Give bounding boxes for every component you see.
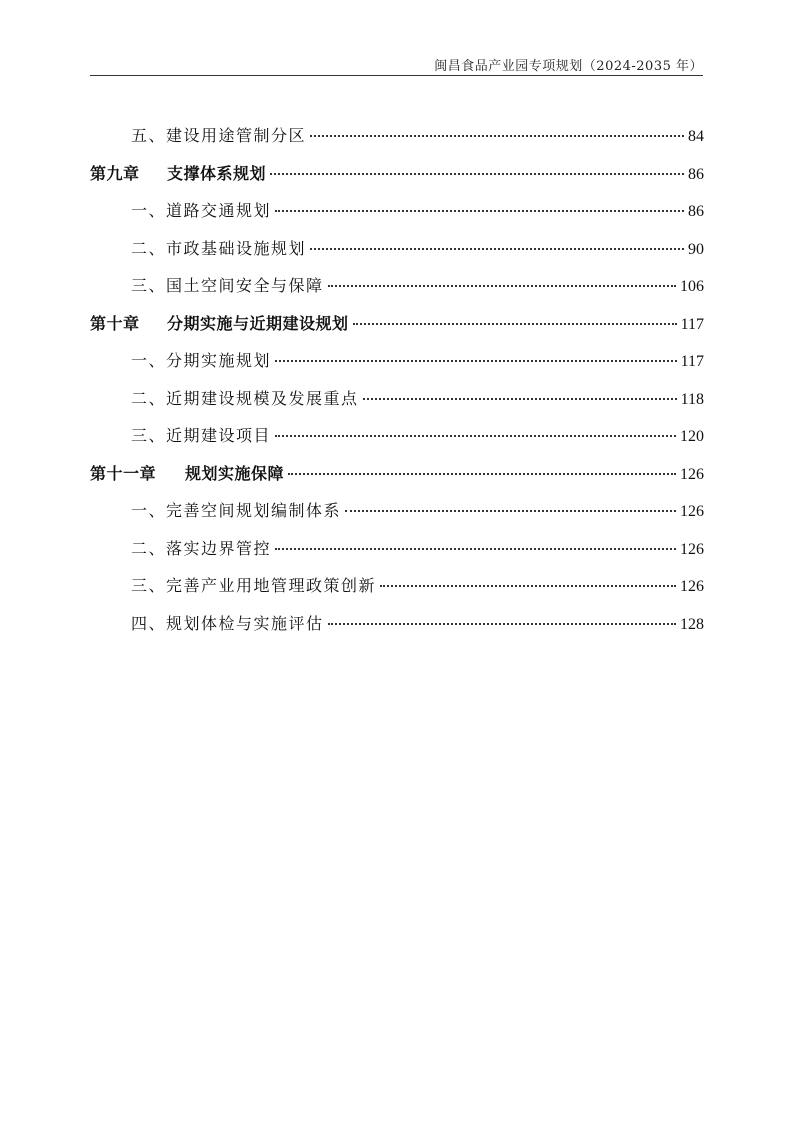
toc-entry-number: 五、 bbox=[131, 126, 167, 145]
toc-entry-text: 完善产业用地管理政策创新 bbox=[166, 576, 377, 595]
toc-entry-title bbox=[90, 461, 284, 487]
toc-entry-text: 分期实施与近期建设规划 bbox=[167, 313, 349, 333]
toc-entry-text: 落实边界管控 bbox=[166, 538, 272, 558]
toc-page-number: 90 bbox=[688, 240, 704, 258]
toc-chapter-number: 第九章 bbox=[90, 163, 140, 183]
toc-entry-text: 近期建设规模及发展重点 bbox=[166, 388, 359, 408]
dot-leader bbox=[275, 360, 677, 362]
toc-page-number: 128 bbox=[680, 615, 704, 633]
toc-entry-number: 二、 bbox=[131, 238, 167, 258]
table-of-contents bbox=[90, 123, 704, 648]
toc-entry-number: 一、 bbox=[131, 201, 167, 220]
toc-entry-title bbox=[131, 386, 359, 412]
toc-entry-number: 四、 bbox=[131, 613, 167, 633]
toc-entry[interactable] bbox=[90, 123, 704, 161]
toc-entry-title bbox=[131, 123, 306, 149]
toc-entry[interactable] bbox=[90, 536, 704, 574]
toc-entry[interactable] bbox=[90, 611, 704, 649]
toc-page-number: 86 bbox=[688, 203, 704, 220]
toc-entry-text: 近期建设项目 bbox=[166, 426, 272, 445]
toc-entry-number: 二、 bbox=[131, 388, 167, 408]
toc-entry[interactable] bbox=[90, 386, 704, 424]
toc-page-number: 118 bbox=[680, 390, 704, 408]
dot-leader bbox=[353, 323, 677, 325]
toc-entry-title bbox=[131, 423, 271, 449]
toc-chapter-entry[interactable] bbox=[90, 461, 704, 499]
toc-entry-text: 建设用途管制分区 bbox=[166, 126, 307, 145]
dot-leader bbox=[275, 435, 676, 437]
toc-entry[interactable] bbox=[90, 273, 704, 311]
toc-entry-text: 完善空间规划编制体系 bbox=[166, 501, 342, 520]
toc-entry-text: 道路交通规划 bbox=[166, 201, 272, 220]
toc-entry-title bbox=[131, 273, 324, 299]
toc-entry[interactable] bbox=[90, 348, 704, 386]
toc-page-number: 84 bbox=[688, 128, 704, 145]
toc-page-number: 126 bbox=[680, 540, 704, 558]
dot-leader bbox=[345, 510, 676, 512]
toc-page-number: 86 bbox=[688, 165, 704, 183]
dot-leader bbox=[380, 585, 676, 587]
toc-entry-text: 市政基础设施规划 bbox=[166, 238, 307, 258]
toc-page-number: 126 bbox=[680, 503, 704, 520]
toc-entry[interactable] bbox=[90, 198, 704, 236]
toc-entry-text: 支撑体系规划 bbox=[167, 163, 267, 183]
toc-entry-text: 规划实施保障 bbox=[185, 463, 285, 483]
toc-entry-number: 三、 bbox=[131, 426, 167, 445]
dot-leader bbox=[275, 210, 684, 212]
toc-page-number: 117 bbox=[680, 315, 704, 333]
toc-entry[interactable] bbox=[90, 423, 704, 461]
toc-chapter-entry[interactable] bbox=[90, 161, 704, 199]
toc-entry[interactable] bbox=[90, 236, 704, 274]
toc-entry-title bbox=[131, 348, 271, 374]
header-rule bbox=[90, 75, 703, 76]
toc-entry-text: 分期实施规划 bbox=[166, 351, 272, 370]
toc-entry[interactable] bbox=[90, 498, 704, 536]
toc-page-number: 126 bbox=[680, 465, 704, 483]
toc-page-number: 126 bbox=[680, 578, 704, 595]
running-header: 闽昌食品产业园专项规划（2024-2035 年） bbox=[434, 59, 703, 74]
toc-entry-number: 二、 bbox=[131, 538, 167, 558]
dot-leader bbox=[310, 248, 684, 250]
toc-page-number: 120 bbox=[680, 428, 704, 445]
toc-entry-title bbox=[90, 311, 349, 337]
dot-leader bbox=[275, 548, 676, 550]
toc-entry-text: 规划体检与实施评估 bbox=[166, 613, 324, 633]
toc-entry-number: 三、 bbox=[131, 276, 167, 295]
toc-page-number: 117 bbox=[680, 353, 704, 370]
toc-entry-title bbox=[131, 236, 306, 262]
dot-leader bbox=[288, 473, 676, 475]
toc-entry-text: 国土空间安全与保障 bbox=[166, 276, 324, 295]
toc-entry-number: 三、 bbox=[131, 576, 167, 595]
dot-leader bbox=[270, 173, 684, 175]
dot-leader bbox=[328, 285, 676, 287]
toc-entry-number: 一、 bbox=[131, 501, 167, 520]
dot-leader bbox=[328, 623, 676, 625]
toc-entry-title bbox=[90, 161, 266, 187]
toc-chapter-number: 第十一章 bbox=[90, 463, 157, 483]
dot-leader bbox=[363, 398, 677, 400]
toc-page-number: 106 bbox=[680, 278, 704, 295]
toc-entry-title bbox=[131, 611, 324, 637]
toc-chapter-entry[interactable] bbox=[90, 311, 704, 349]
toc-entry-title bbox=[131, 498, 341, 524]
toc-entry-title bbox=[131, 198, 271, 224]
toc-entry-title bbox=[131, 536, 271, 562]
toc-entry-number: 一、 bbox=[131, 351, 167, 370]
toc-entry[interactable] bbox=[90, 573, 704, 611]
dot-leader bbox=[310, 135, 684, 137]
toc-entry-title bbox=[131, 573, 376, 599]
toc-chapter-number: 第十章 bbox=[90, 313, 140, 333]
